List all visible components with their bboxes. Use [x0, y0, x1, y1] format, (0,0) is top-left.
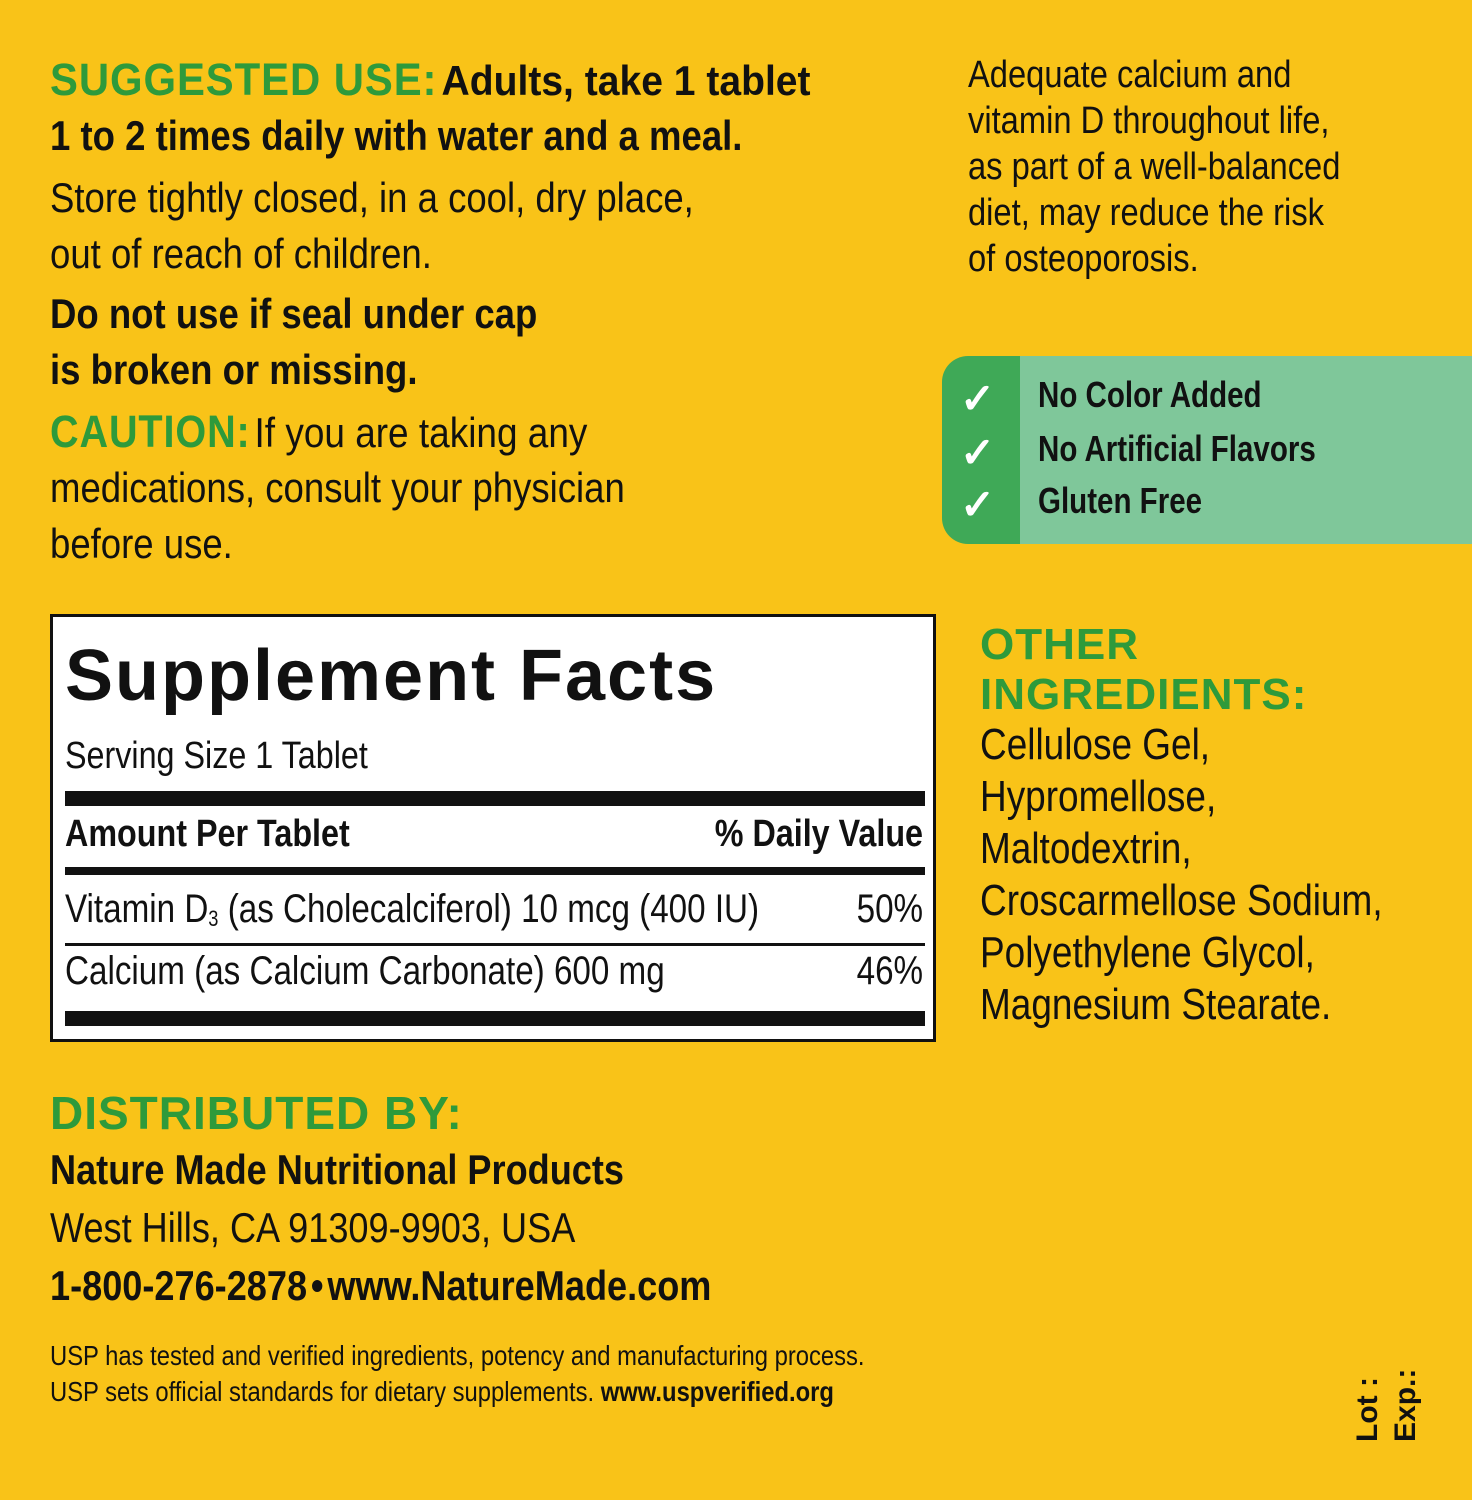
- supplement-facts-panel: [50, 614, 936, 1042]
- health-claim-line: as part of a well-balanced: [968, 146, 1341, 188]
- usp-link: www.uspverified.org: [600, 1376, 834, 1407]
- storage-line1: Store tightly closed, in a cool, dry place,: [50, 174, 694, 221]
- distributor-address: West Hills, CA 91309-9903, USA: [50, 1204, 576, 1251]
- suggested-use-line2: 1 to 2 times daily with water and a meal.: [50, 112, 743, 159]
- health-claim-line: vitamin D throughout life,: [968, 100, 1330, 142]
- badge-check-column: [942, 356, 1020, 544]
- storage-line2: out of reach of children.: [50, 230, 432, 277]
- caution-line2: medications, consult your physician: [50, 464, 625, 511]
- nutrient-row-calcium: Calcium (as Calcium Carbonate) 600 mg: [65, 949, 665, 993]
- supplement-facts-title: Supplement Facts: [65, 636, 718, 716]
- health-claim-line: diet, may reduce the risk: [968, 192, 1325, 234]
- nutrient-dv: 46%: [856, 949, 923, 993]
- checkmark-icon: ✓: [960, 375, 996, 422]
- suggested-use-heading: SUGGESTED USE:: [50, 54, 438, 105]
- free-from-badge: [942, 356, 1472, 544]
- nutrient-amount: (as Cholecalciferol) 10 mcg (400 IU): [218, 887, 760, 931]
- checkmark-icon: ✓: [960, 429, 996, 476]
- suggested-use-line1: [50, 54, 811, 106]
- thick-rule: [65, 791, 925, 806]
- ingredient-item: Magnesium Stearate.: [980, 980, 1332, 1029]
- seal-warning-line1: Do not use if seal under cap: [50, 290, 538, 337]
- ingredient-item: Maltodextrin,: [980, 824, 1192, 873]
- badge-item-no-color: No Color Added: [1038, 374, 1262, 415]
- health-claim-line: Adequate calcium and: [968, 54, 1292, 96]
- ingredient-item: Cellulose Gel,: [980, 720, 1211, 769]
- caution-line3: before use.: [50, 520, 233, 567]
- thin-rule: [65, 943, 925, 946]
- distributor-company: Nature Made Nutritional Products: [50, 1146, 624, 1193]
- usp-line2: [50, 1376, 834, 1408]
- distributor-contact: [50, 1262, 711, 1310]
- daily-value-header: % Daily Value: [714, 813, 923, 855]
- usp-line1: USP has tested and verified ingredients, potency and manufacturing process.: [50, 1340, 865, 1371]
- lot-label: Lot :: [1351, 1377, 1384, 1442]
- caution-heading: CAUTION:: [50, 406, 251, 457]
- seal-warning-line2: is broken or missing.: [50, 346, 418, 393]
- caution-text: If you are taking any: [254, 409, 588, 456]
- nutrient-dv: 50%: [856, 887, 923, 931]
- ingredient-item: Hypromellose,: [980, 772, 1217, 821]
- other-ingredients-heading: OTHER: [980, 620, 1139, 669]
- ingredient-item: Polyethylene Glycol,: [980, 928, 1315, 977]
- badge-item-no-artificial-flavors: No Artificial Flavors: [1038, 428, 1316, 469]
- nutrient-row-vitamin-d: [65, 887, 759, 932]
- nutrient-subscript: 3: [208, 906, 219, 931]
- distributed-by-heading: DISTRIBUTED BY:: [50, 1087, 463, 1139]
- bullet-separator: •: [310, 1262, 324, 1309]
- nutrient-name: Vitamin D: [65, 887, 209, 931]
- serving-size: Serving Size 1 Tablet: [65, 735, 368, 777]
- other-ingredients-heading: INGREDIENTS:: [980, 670, 1308, 719]
- medium-rule: [65, 867, 925, 875]
- distributor-phone: 1-800-276-2878: [50, 1262, 308, 1309]
- checkmark-icon: ✓: [960, 481, 996, 528]
- exp-label: Exp.:: [1389, 1368, 1422, 1442]
- badge-item-gluten-free: Gluten Free: [1038, 480, 1203, 521]
- ingredient-item: Croscarmellose Sodium,: [980, 876, 1383, 925]
- usp-text: USP sets official standards for dietary supplements.: [50, 1376, 595, 1407]
- caution-line1: [50, 406, 587, 458]
- health-claim-line: of osteoporosis.: [968, 238, 1199, 280]
- lot-exp-box: [1345, 1368, 1435, 1450]
- amount-per-tablet-header: Amount Per Tablet: [65, 813, 350, 855]
- suggested-use-text: Adults, take 1 tablet: [441, 57, 811, 104]
- distributor-website: www.NatureMade.com: [327, 1262, 712, 1309]
- thick-rule: [65, 1011, 925, 1026]
